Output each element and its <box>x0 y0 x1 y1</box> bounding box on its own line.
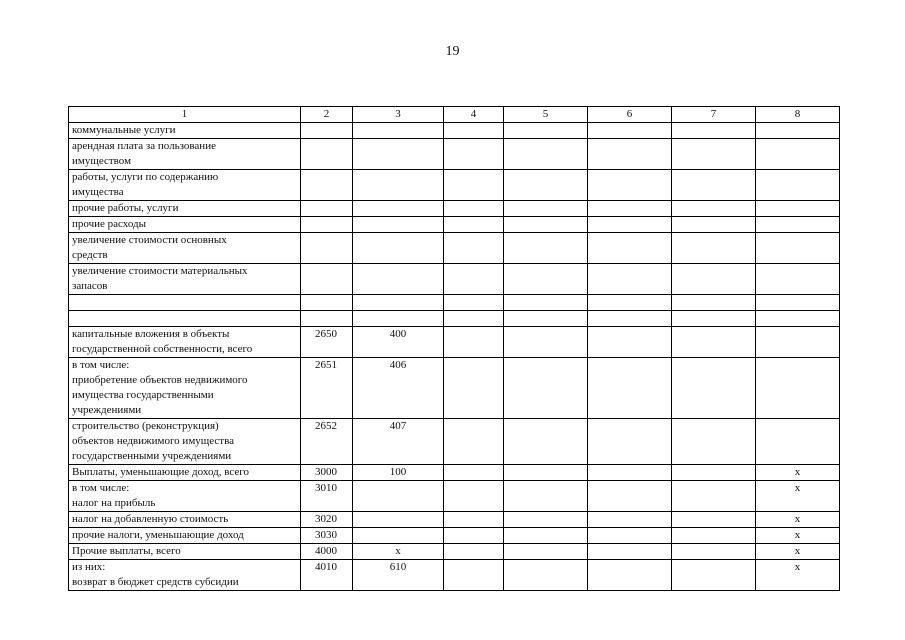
row-code-cell: 3010 <box>301 481 353 512</box>
row-value-cell <box>444 544 504 560</box>
page-number: 19 <box>445 44 460 59</box>
row-kosgu-cell <box>353 170 444 201</box>
row-kosgu-cell: 400 <box>353 327 444 358</box>
row-name-cell: арендная плата за пользование имуществом <box>69 139 301 170</box>
table-row <box>69 139 840 170</box>
row-value-cell <box>504 217 588 233</box>
row-code-cell <box>301 201 353 217</box>
row-value-cell <box>504 419 588 465</box>
row-col8-cell <box>756 419 840 465</box>
row-value-cell <box>444 139 504 170</box>
row-kosgu-cell: 407 <box>353 419 444 465</box>
table-row <box>69 544 840 560</box>
row-value-cell <box>444 528 504 544</box>
row-name-cell: работы, услуги по содержанию имущества <box>69 170 301 201</box>
row-code-cell: 3020 <box>301 512 353 528</box>
row-kosgu-cell: 100 <box>353 465 444 481</box>
row-col8-cell <box>756 170 840 201</box>
row-kosgu-cell <box>353 512 444 528</box>
row-name-cell: из них: возврат в бюджет средств субсидии <box>69 560 301 591</box>
row-code-cell <box>301 217 353 233</box>
row-kosgu-cell: 610 <box>353 560 444 591</box>
row-name-cell: Прочие выплаты, всего <box>69 544 301 560</box>
row-value-cell <box>588 544 672 560</box>
row-value-cell <box>504 123 588 139</box>
row-kosgu-cell <box>353 528 444 544</box>
table-row <box>69 170 840 201</box>
row-value-cell <box>672 311 756 327</box>
row-col8-cell: х <box>756 481 840 512</box>
row-value-cell <box>588 327 672 358</box>
row-kosgu-cell <box>353 264 444 295</box>
table-row <box>69 311 840 327</box>
row-code-cell: 3030 <box>301 528 353 544</box>
row-name-cell: в том числе: приобретение объектов недвижимого имущества государственными учреждениями <box>69 358 301 419</box>
row-code-cell: 2650 <box>301 327 353 358</box>
row-col8-cell: х <box>756 560 840 591</box>
row-value-cell <box>444 295 504 311</box>
table-row <box>69 264 840 295</box>
row-value-cell <box>588 201 672 217</box>
row-kosgu-cell <box>353 217 444 233</box>
row-value-cell <box>588 528 672 544</box>
row-value-cell <box>672 465 756 481</box>
header-cell: 6 <box>588 107 672 123</box>
row-value-cell <box>444 358 504 419</box>
table-row <box>69 465 840 481</box>
row-value-cell <box>672 264 756 295</box>
row-kosgu-cell: х <box>353 544 444 560</box>
row-value-cell <box>588 123 672 139</box>
row-name-cell: увеличение стоимости основных средств <box>69 233 301 264</box>
header-cell: 5 <box>504 107 588 123</box>
row-value-cell <box>504 528 588 544</box>
table-header-row <box>69 107 840 123</box>
row-value-cell <box>588 295 672 311</box>
row-value-cell <box>504 481 588 512</box>
table-row <box>69 327 840 358</box>
row-code-cell <box>301 139 353 170</box>
row-value-cell <box>504 560 588 591</box>
row-name-cell: налог на добавленную стоимость <box>69 512 301 528</box>
row-value-cell <box>588 170 672 201</box>
row-kosgu-cell <box>353 123 444 139</box>
row-code-cell: 2651 <box>301 358 353 419</box>
header-cell: 4 <box>444 107 504 123</box>
row-value-cell <box>504 233 588 264</box>
table-row <box>69 233 840 264</box>
row-name-cell: Выплаты, уменьшающие доход, всего <box>69 465 301 481</box>
row-value-cell <box>588 217 672 233</box>
row-value-cell <box>672 123 756 139</box>
row-value-cell <box>504 512 588 528</box>
row-value-cell <box>672 512 756 528</box>
row-value-cell <box>672 419 756 465</box>
row-value-cell <box>504 358 588 419</box>
row-col8-cell <box>756 327 840 358</box>
row-kosgu-cell <box>353 233 444 264</box>
row-name-cell: строительство (реконструкция) объектов недвижимого имущества государственными учреждениями <box>69 419 301 465</box>
header-cell: 7 <box>672 107 756 123</box>
row-kosgu-cell <box>353 139 444 170</box>
row-value-cell <box>588 311 672 327</box>
row-value-cell <box>504 327 588 358</box>
financial-table <box>68 106 840 591</box>
row-col8-cell <box>756 217 840 233</box>
row-value-cell <box>504 544 588 560</box>
row-col8-cell <box>756 233 840 264</box>
row-kosgu-cell <box>353 201 444 217</box>
table-body <box>69 107 840 591</box>
row-value-cell <box>444 327 504 358</box>
row-value-cell <box>672 170 756 201</box>
table-row <box>69 123 840 139</box>
row-value-cell <box>444 123 504 139</box>
row-code-cell <box>301 311 353 327</box>
row-value-cell <box>588 512 672 528</box>
row-value-cell <box>588 481 672 512</box>
row-col8-cell <box>756 139 840 170</box>
row-value-cell <box>504 201 588 217</box>
row-code-cell: 4010 <box>301 560 353 591</box>
row-code-cell <box>301 295 353 311</box>
table-row <box>69 419 840 465</box>
row-name-cell: увеличение стоимости материальных запасов <box>69 264 301 295</box>
row-col8-cell <box>756 358 840 419</box>
table-row <box>69 528 840 544</box>
row-code-cell <box>301 264 353 295</box>
row-value-cell <box>672 217 756 233</box>
table-row <box>69 201 840 217</box>
row-name-cell: прочие налоги, уменьшающие доход <box>69 528 301 544</box>
row-value-cell <box>444 512 504 528</box>
table-row <box>69 217 840 233</box>
row-value-cell <box>588 465 672 481</box>
row-name-cell <box>69 311 301 327</box>
row-value-cell <box>672 544 756 560</box>
row-col8-cell: х <box>756 465 840 481</box>
row-name-cell: прочие работы, услуги <box>69 201 301 217</box>
row-value-cell <box>444 481 504 512</box>
row-value-cell <box>444 311 504 327</box>
row-value-cell <box>444 233 504 264</box>
table-row <box>69 481 840 512</box>
row-value-cell <box>672 327 756 358</box>
row-name-cell: прочие расходы <box>69 217 301 233</box>
row-col8-cell <box>756 264 840 295</box>
row-col8-cell: х <box>756 512 840 528</box>
row-value-cell <box>504 170 588 201</box>
row-code-cell <box>301 170 353 201</box>
row-value-cell <box>504 465 588 481</box>
row-value-cell <box>588 233 672 264</box>
header-cell: 8 <box>756 107 840 123</box>
row-value-cell <box>588 264 672 295</box>
row-kosgu-cell <box>353 295 444 311</box>
row-value-cell <box>672 481 756 512</box>
row-name-cell: в том числе: налог на прибыль <box>69 481 301 512</box>
header-cell: 2 <box>301 107 353 123</box>
table-row <box>69 560 840 591</box>
row-name-cell <box>69 295 301 311</box>
row-code-cell <box>301 233 353 264</box>
row-value-cell <box>444 217 504 233</box>
row-value-cell <box>444 419 504 465</box>
row-value-cell <box>672 528 756 544</box>
row-value-cell <box>588 358 672 419</box>
row-value-cell <box>588 419 672 465</box>
table-row <box>69 358 840 419</box>
row-value-cell <box>672 201 756 217</box>
row-col8-cell: х <box>756 528 840 544</box>
row-value-cell <box>504 139 588 170</box>
row-value-cell <box>672 560 756 591</box>
row-value-cell <box>588 560 672 591</box>
row-value-cell <box>672 295 756 311</box>
row-col8-cell <box>756 311 840 327</box>
row-col8-cell <box>756 295 840 311</box>
row-col8-cell <box>756 123 840 139</box>
row-kosgu-cell: 406 <box>353 358 444 419</box>
row-col8-cell <box>756 201 840 217</box>
header-cell: 1 <box>69 107 301 123</box>
row-value-cell <box>588 139 672 170</box>
table-row <box>69 512 840 528</box>
header-cell: 3 <box>353 107 444 123</box>
table-row <box>69 295 840 311</box>
row-kosgu-cell <box>353 481 444 512</box>
row-value-cell <box>672 233 756 264</box>
row-value-cell <box>444 560 504 591</box>
row-value-cell <box>444 264 504 295</box>
row-name-cell: коммунальные услуги <box>69 123 301 139</box>
row-code-cell: 3000 <box>301 465 353 481</box>
row-code-cell <box>301 123 353 139</box>
row-col8-cell: х <box>756 544 840 560</box>
row-code-cell: 4000 <box>301 544 353 560</box>
row-value-cell <box>504 264 588 295</box>
row-value-cell <box>444 465 504 481</box>
row-value-cell <box>444 170 504 201</box>
row-value-cell <box>504 295 588 311</box>
row-name-cell: капитальные вложения в объекты государственной собственности, всего <box>69 327 301 358</box>
row-code-cell: 2652 <box>301 419 353 465</box>
row-value-cell <box>504 311 588 327</box>
row-value-cell <box>672 139 756 170</box>
row-value-cell <box>444 201 504 217</box>
row-kosgu-cell <box>353 311 444 327</box>
row-value-cell <box>672 358 756 419</box>
